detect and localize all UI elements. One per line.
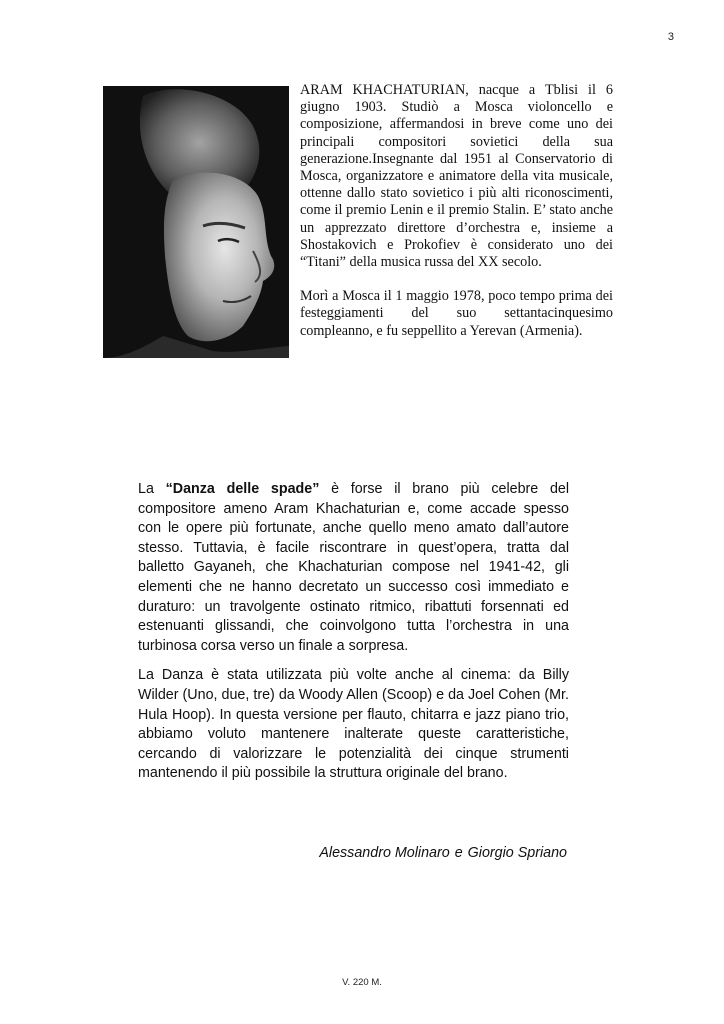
biography-paragraph: Morì a Mosca il 1 maggio 1978, poco tempo prima dei festeggiamenti del suo settantacinquesimo compleanno, e fu seppellito a Yerevan (Armenia).: [300, 288, 613, 339]
notes-paragraph: [138, 480, 569, 656]
program-notes: [138, 480, 569, 794]
notes-lead: La: [138, 481, 166, 497]
notes-paragraph: La Danza è stata utilizzata più volte anche al cinema: da Billy Wilder (Uno, due, tre) da Woody Allen (Scoop) e da Joel Cohen (Mr. Hula Hoop). In questa versione per flauto, chitarra e jazz piano trio, abbiamo voluto mantenere inalterate queste caratteristiche, cercando di valorizzare le potenzialità dei cinque strumenti mantenendo il più possibile la struttura originale del brano.: [138, 667, 569, 782]
composer-biography: [300, 82, 613, 357]
biography-paragraph: ARAM KHACHATURIAN, nacque a Tblisi il 6 giugno 1903. Studiò a Mosca violoncello e composizione, affermandosi in breve come uno dei principali compositori sovietici della sua generazione.Insegnante dal 1951 al Conservatorio di Mosca, organizzatore e animatore della vita musicale, ottenne dallo stato sovietico i più alti riconoscimenti, come il premio Lenin e il premio Stalin. E’ stato anche un apprezzato direttore d’orchestra e, insieme a Shostakovich e Prokofiev è considerato uno dei “Titani” della musica russa del XX secolo.: [300, 82, 613, 271]
author-name: Giorgio Spriano: [467, 845, 567, 861]
notes-text: è forse il brano più celebre del compositore ameno Aram Khachaturian e, come accade spesso con le opere più fortunate, anche quello meno amato dall’autore stesso. Tuttavia, è facile riscontrare in quest’opera, tratta dal balletto Gayaneh, che Khachaturian compose nel 1941-42, gli elementi che ne hanno decretato un successo così immediato e duraturo: un travolgente ostinato ritmico, ribattuti forsennati ed estenuanti glissandi, che coinvolgono tutta l’orchestra in una turbinosa corsa verso un finale a sorpresa.: [138, 481, 570, 654]
signature: [319, 845, 567, 861]
page-footer: V. 220 M.: [342, 977, 382, 988]
piece-title: “Danza delle spade”: [165, 481, 320, 497]
page-number: 3: [667, 31, 674, 43]
author-name: Alessandro Molinaro: [319, 845, 450, 861]
author-conjunction: e: [454, 845, 463, 861]
composer-portrait-photo: [103, 86, 289, 358]
